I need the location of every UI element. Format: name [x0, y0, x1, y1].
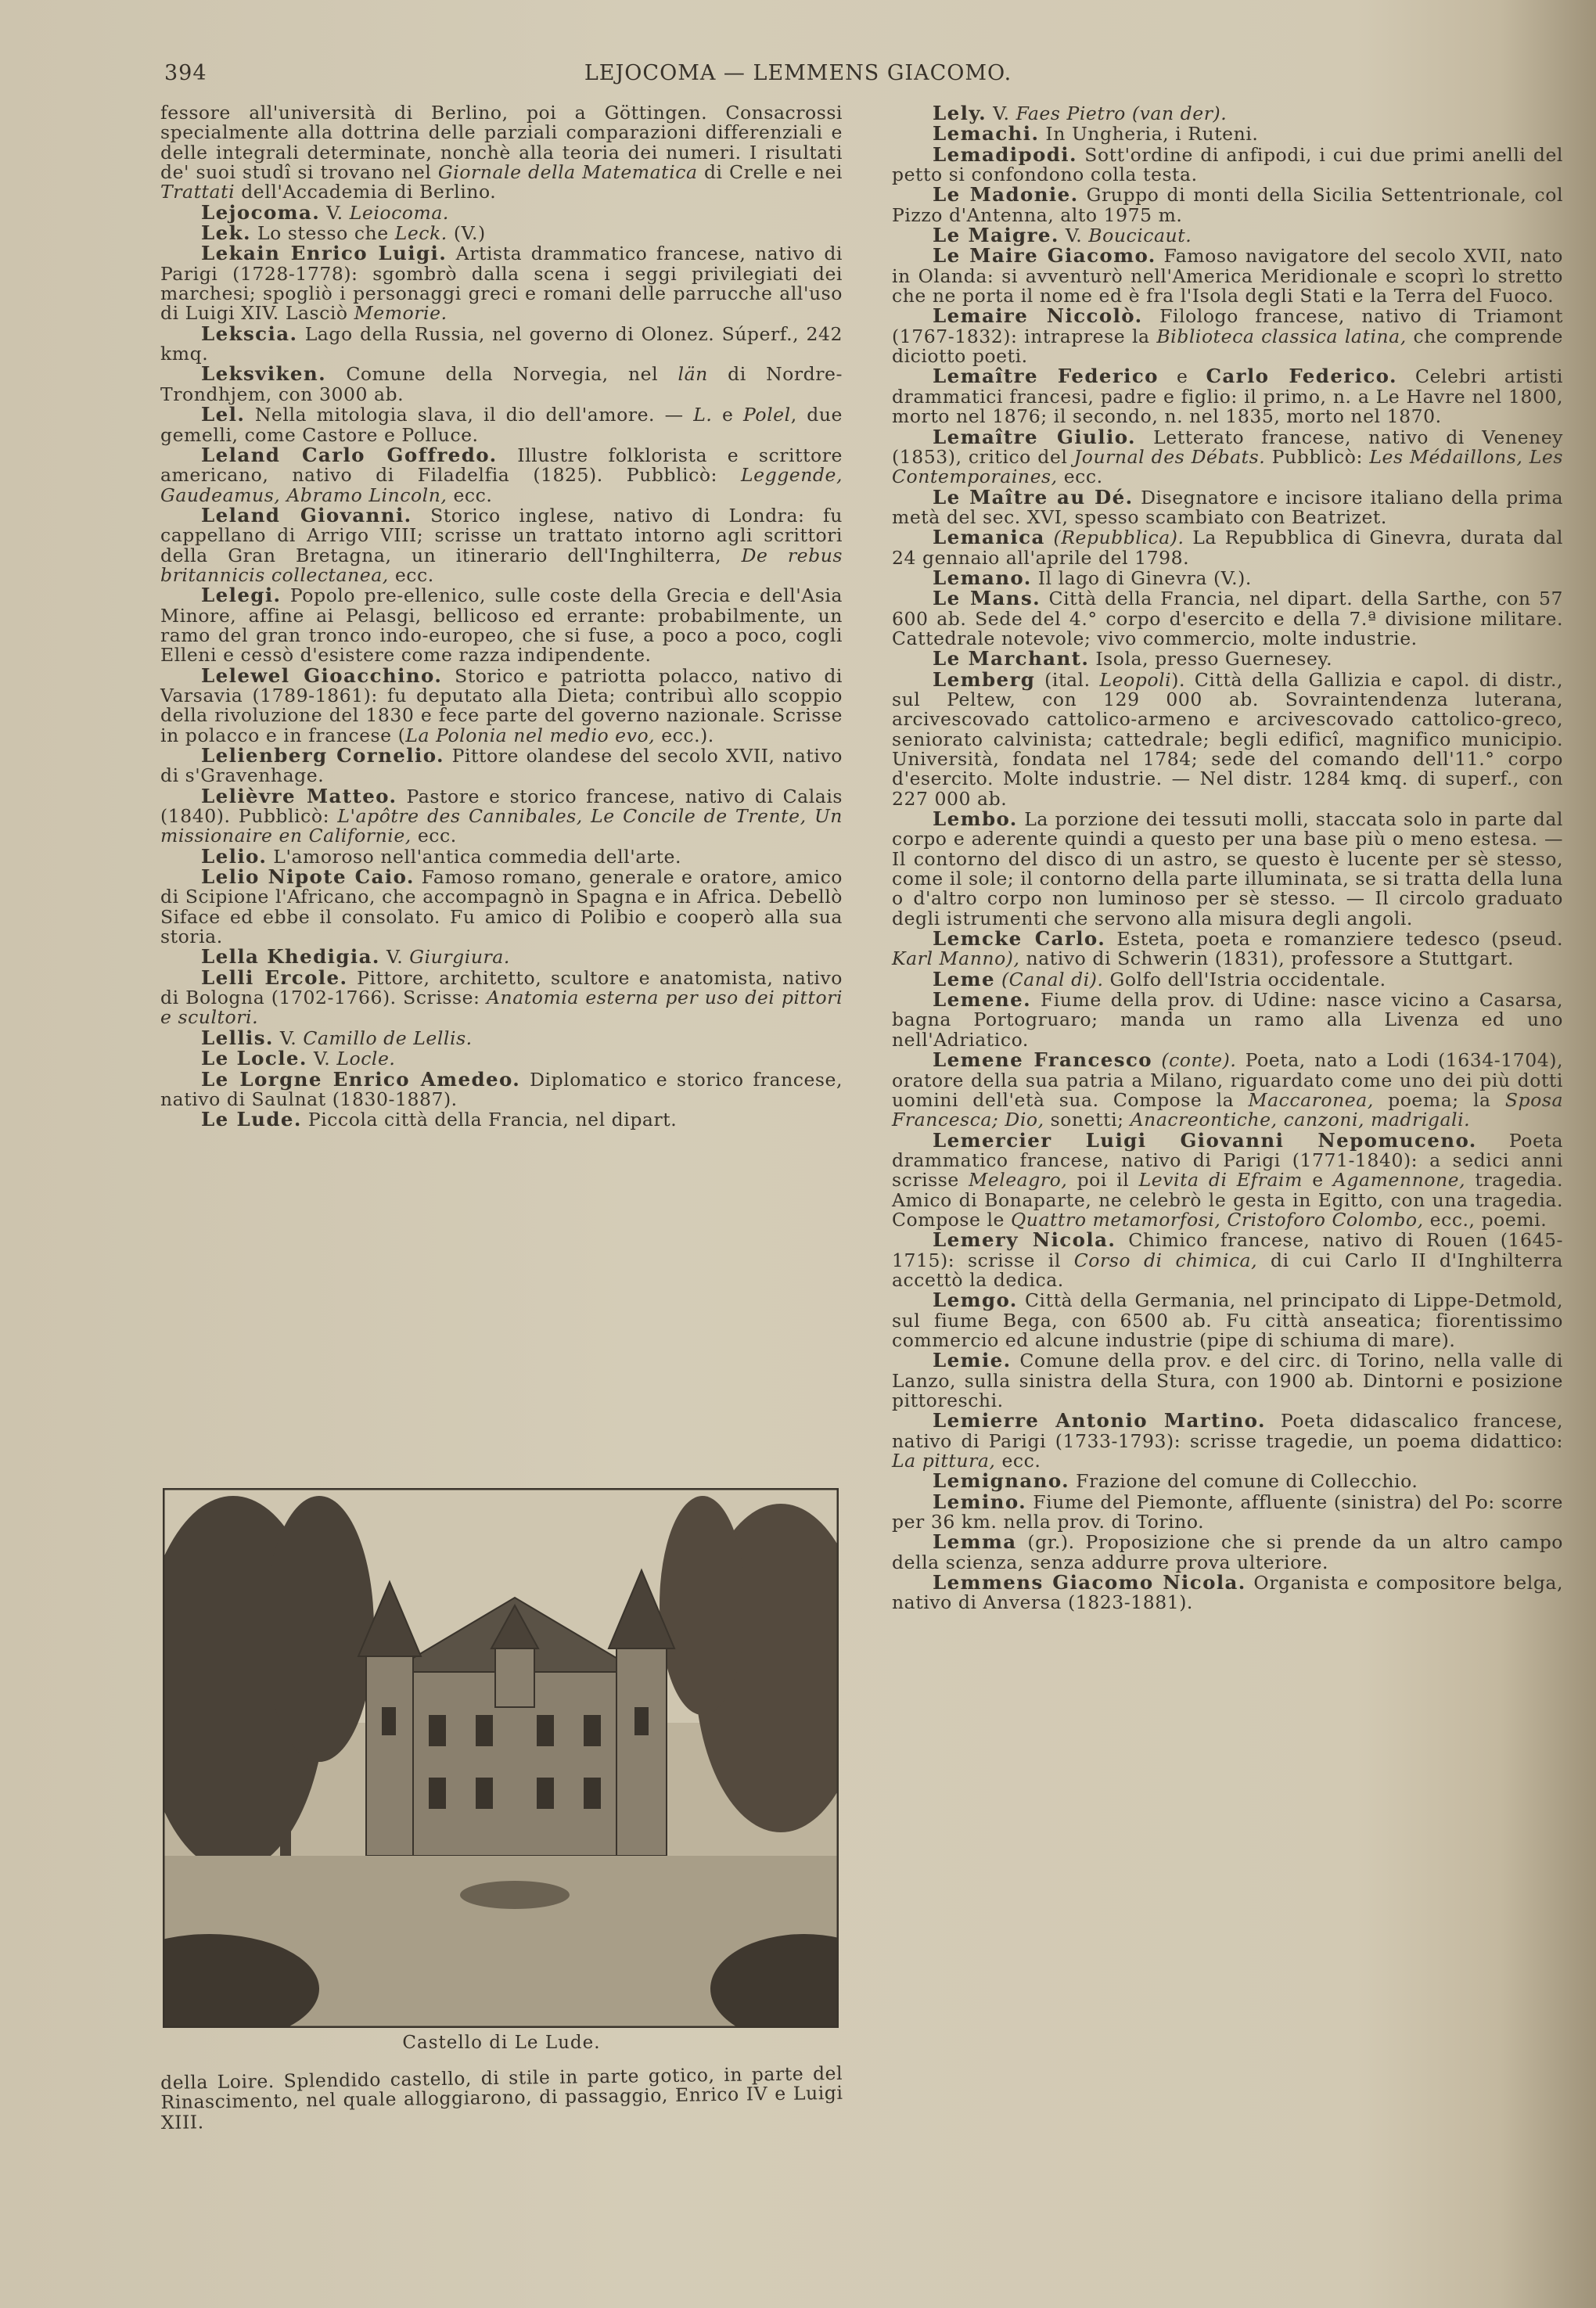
entry-italic-text: Camillo de Lellis. — [303, 1026, 473, 1049]
dictionary-entry — [892, 1492, 1563, 1533]
dictionary-entry — [892, 1050, 1563, 1130]
entry-italic-text: Les Médaillons, Les Contemporaines, — [892, 445, 1563, 488]
entry-text: L'amoroso nell'antica commedia dell'arte. — [267, 845, 682, 868]
entry-text: Pubblicò: — [1265, 445, 1370, 468]
dictionary-entry — [160, 404, 843, 445]
entry-text: e — [712, 404, 743, 426]
entry-italic-text: La Polonia nel medio evo, — [405, 724, 656, 746]
dictionary-entry — [160, 103, 843, 203]
entry-text: e — [1158, 365, 1206, 388]
entry-text: Comune della Norvegia, nel — [326, 363, 678, 386]
entry-text: Diplomatico e storico francese, nativo di Saulnat (1830-1887). — [160, 1068, 843, 1110]
entry-headword: Le Maire Giacomo. — [933, 244, 1156, 268]
entry-headword: Lemene. — [933, 988, 1032, 1012]
entry-headword: Leksviken. — [201, 362, 327, 386]
entry-italic-text: Leopoli — [1099, 668, 1172, 691]
entry-text: V. — [307, 1048, 337, 1070]
dictionary-entry — [160, 1109, 843, 1130]
entry-italic-text: Leggende, Gaudeamus, Abramo Lincoln, — [160, 464, 843, 506]
entry-headword: Lely. — [933, 102, 987, 124]
entry-italic-text: La pittura, — [892, 1450, 996, 1472]
entry-text: nativo di Schwerin (1831), professore a Stuttgart. — [1019, 947, 1515, 970]
dictionary-entry — [892, 809, 1563, 929]
dictionary-entry — [160, 786, 843, 847]
entry-headword: Lemaire Niccolò. — [933, 304, 1143, 328]
dictionary-entry — [160, 663, 843, 746]
entry-text: Fiume del Piemonte, affluente (sinistra) del Po: scorre per 36 km. nella prov. di Torino. — [892, 1490, 1563, 1533]
entry-italic-text: Quattro metamorfosi, Cristoforo Colombo, — [1010, 1208, 1424, 1231]
dictionary-entry — [160, 324, 843, 365]
entry-headword: Le Locle. — [201, 1047, 307, 1070]
entry-text: Golfo dell'Istria occidentale. — [1103, 968, 1386, 990]
dictionary-entry — [160, 585, 843, 665]
dictionary-entry — [892, 487, 1563, 528]
entry-italic-text: Karl Manno), — [892, 947, 1020, 970]
entry-text: Lo stesso che — [250, 222, 395, 245]
entry-text: di cui Carlo II d'Inghilterra accettò la dedica. — [892, 1249, 1563, 1291]
entry-italic-text: (Canal di). — [1001, 968, 1104, 990]
entry-text: Celebri artisti drammatici francesi, padre e figlio: il primo, n. a Le Havre nel 1800, morto nel 1876; il secondo, n. nel 1835, morto nel 1870. — [892, 365, 1563, 428]
entry-text — [995, 969, 1001, 990]
entry-text: Poeta drammatico francese, nativo di Parigi (1771-1840): a sedici anni scrisse — [892, 1129, 1563, 1192]
entry-headword: Lelio Nipote Caio. — [201, 865, 415, 889]
entry-headword: Lellis. — [201, 1026, 274, 1049]
dictionary-entry — [892, 588, 1563, 649]
entry-headword: Lemercier Luigi Giovanni Nepomuceno. — [933, 1128, 1477, 1152]
left-column-continuation — [160, 2064, 843, 2133]
entry-headword: Lemino. — [933, 1490, 1027, 1513]
entry-headword: Carlo Federico. — [1206, 365, 1397, 388]
entry-italic-text: Polel — [742, 404, 791, 426]
entry-headword: Lemignano. — [933, 1469, 1070, 1493]
entry-headword: Leme — [933, 967, 995, 990]
entry-headword: Lemano. — [933, 566, 1032, 589]
dictionary-entry — [892, 427, 1563, 487]
entry-text: Poeta didascalico francese, nativo di Parigi (1733-1793): scrisse tragedie, un poema didattico: — [892, 1410, 1563, 1452]
dictionary-entry — [892, 185, 1563, 225]
entry-italic-text: Anacreontiche, canzoni, madrigali. — [1130, 1109, 1471, 1131]
dictionary-entry — [160, 200, 843, 224]
entry-text: ecc.). — [655, 724, 714, 746]
entry-italic-text: L'apôtre des Cannibales, Le Concile de Trente, Un missionaire en Californie, — [160, 805, 843, 847]
dictionary-entry — [892, 527, 1563, 568]
figure-caption: Castello di Le Lude. — [402, 2033, 601, 2053]
entry-text: ecc. — [411, 825, 457, 847]
entry-headword: Lemaître Federico — [933, 365, 1159, 388]
entry-text: Artista drammatico francese, nativo di Parigi (1728-1778): sgombrò dalla scena i seggi privilegiati dei marchesi; spogliò i personaggi greci e romani delle parrucche all'uso di Luigi XIV. Lasciò — [160, 243, 843, 325]
dictionary-entry — [892, 929, 1563, 969]
entry-text: La porzione dei tessuti molli, staccata solo in parte dal corpo e aderente quindi a questo per una base più o meno estesa. — Il contorno del disco di un astro, se questo è lucente per sè stesso, come il sole; il contorno della parte illuminata, se si tratta della luna o d'altro corpo non luminoso per sè stesso. — Il circolo graduato degli istrumenti che servono alla misura degli angoli. — [892, 808, 1563, 929]
dictionary-entry — [160, 1067, 843, 1110]
page-number: 394 — [164, 61, 207, 85]
entry-text: Piccola città della Francia, nel dipart. — [301, 1109, 678, 1131]
dictionary-entry — [160, 1048, 843, 1069]
entry-text: poi il — [1067, 1169, 1139, 1192]
entry-italic-text: Biblioteca classica latina, — [1156, 325, 1407, 347]
entry-text: Città della Germania, nel principato di Lippe-Detmold, sul fiume Bega, con 6500 ab. Fu città anseatica; fiorentissimo commercio ed alcune industrie (pipe di schiuma di mare). — [892, 1289, 1563, 1351]
entry-text: ). Città della Gallizia e capol. di distr., sul Peltew, con 129 000 ab. Sovraintendenza luterana, arcivescovado cattolico-armeno e arcivescovado cattolico-greco, seniorato calvinista; cattedrale; begli edificî, magnifico municipio. Università, fondata nel 1784; sede del comando dell'11.° corpo d'esercito. Molte industrie. — Nel distr. 1284 kmq. di superf., con 227 000 ab. — [892, 668, 1563, 810]
entry-text: V. — [987, 102, 1016, 124]
entry-text: La Repubblica di Ginevra, durata dal 24 gennaio all'aprile del 1798. — [892, 527, 1563, 569]
entry-headword: Lemcke Carlo. — [933, 927, 1106, 951]
entry-headword: Lelewel Gioacchino. — [201, 663, 443, 687]
entry-italic-text: Corso di chimica, — [1073, 1249, 1258, 1271]
entry-text: ecc. — [447, 484, 493, 506]
entry-headword: Lemie. — [933, 1349, 1012, 1372]
entry-text: (ital. — [1035, 668, 1100, 691]
entry-text: Gruppo di monti della Sicilia Settentrionale, col Pizzo d'Antenna, alto 1975 m. — [892, 184, 1564, 226]
entry-text: Storico e patriotta polacco, nativo di Varsavia (1789-1861): fu deputato alla Dieta; contribuì allo scoppio della rivoluzione del 1830 e fece parte del governo nazionale. Scrisse in polacco e in francese ( — [160, 664, 843, 746]
entry-text: Esteta, poeta e romanziere tedesco (pseud. — [1105, 928, 1563, 951]
entry-headword: Lejocoma. — [201, 200, 321, 224]
entry-text: dell'Accademia di Berlino. — [235, 181, 497, 203]
entry-text: Comune della prov. e del circ. di Torino, nella valle di Lanzo, sulla sinistra della Stura, con 1900 ab. Dintorni e posizione pittoreschi. — [892, 1350, 1563, 1411]
entry-italic-text: Memorie. — [354, 302, 448, 325]
entry-text: Sott'ordine di anfipodi, i cui due primi anelli del petto si confondono colla testa. — [892, 143, 1563, 186]
dictionary-entry — [892, 1532, 1563, 1573]
entry-headword: Lelio. — [201, 844, 268, 868]
entry-italic-text: län — [678, 363, 708, 386]
right-column — [892, 103, 1563, 1613]
dictionary-entry — [160, 223, 843, 243]
dictionary-entry — [160, 505, 843, 585]
dictionary-entry — [892, 1411, 1563, 1471]
dictionary-entry — [160, 1028, 843, 1048]
entry-text: Isola, presso Guernesey. — [1089, 648, 1333, 670]
dictionary-entry — [892, 568, 1563, 588]
entry-headword: Lelegi. — [201, 584, 282, 607]
entry-text: sonetti; — [1044, 1109, 1130, 1131]
castle-illustration — [163, 1488, 839, 2028]
dictionary-entry — [160, 844, 843, 868]
entry-headword: Le Maître au Dé. — [933, 485, 1134, 509]
entry-text: di Crelle e nei — [697, 161, 843, 184]
entry-headword: Leland Carlo Goffredo. — [201, 443, 498, 466]
entry-text: Organista e compositore belga, nativo di Anversa (1823-1881). — [892, 1572, 1563, 1614]
entry-text: V. — [379, 946, 410, 969]
entry-headword: Lembo. — [933, 807, 1018, 831]
entry-headword: Lemene Francesco — [933, 1048, 1153, 1072]
entry-headword: Lemma — [933, 1530, 1017, 1554]
entry-text: Città della Francia, nel dipart. della Sarthe, con 57 600 ab. Sede del 4.° corpo d'esercito e della 7.ª divisione militare. Cattedrale notevole; vivo commercio, molte industrie. — [892, 588, 1563, 649]
dictionary-entry — [892, 1573, 1563, 1613]
entry-text: Storico inglese, nativo di Londra: fu cappellano di Arrigo VIII; scrisse un trattato intorno agli scrittori della Gran Bretagna, un itinerario dell'Inghilterra, — [160, 504, 843, 566]
dictionary-entry — [892, 142, 1563, 186]
entry-italic-text: Locle. — [336, 1048, 396, 1070]
entry-headword: Lemachi. — [933, 122, 1040, 146]
entry-text: Famoso navigatore del secolo XVII, nato in Olanda: si avventurò nell'America Meridionale e scoprì lo stretto che ne porta il nome ed è fra l'Isola degli Stati e la Terra del Fuoco. — [892, 245, 1563, 307]
entry-text: Illustre folklorista e scrittore americano, nativo di Filadelfia (1825). Pubblicò: — [160, 444, 843, 487]
entry-headword: Lelièvre Matteo. — [201, 784, 397, 807]
dictionary-entry — [160, 243, 843, 323]
entry-headword: Le Lorgne Enrico Amedeo. — [201, 1067, 521, 1091]
entry-text: Il lago di Ginevra (V.). — [1031, 566, 1252, 589]
entry-headword: Lemery Nicola. — [933, 1228, 1116, 1252]
dictionary-entry — [160, 867, 843, 947]
entry-text: Fiume della prov. di Udine: nasce vicino a Casarsa, bagna Portogruaro; manda un ramo alla Livenza ed uno nell'Adriatico. — [892, 989, 1563, 1051]
dictionary-entry — [892, 366, 1563, 426]
entry-text: Popolo pre-ellenico, sulle coste della Grecia e dell'Asia Minore, affine ai Pelasgi, bellicoso ed errante: probabilmente, un ramo del gran tronco indo-europeo, che si fuse, a poco a poco, cogli Elleni e cessò d'esistere come razza indipendente. — [160, 584, 843, 667]
dictionary-entry — [892, 990, 1563, 1050]
dictionary-entry — [892, 1128, 1563, 1231]
dictionary-entry — [892, 667, 1563, 810]
entry-headword: Lemmens Giacomo Nicola. — [933, 1571, 1246, 1594]
entry-italic-text: Anatomia esterna per uso dei pittori e scultori. — [160, 987, 843, 1029]
entry-text: Nella mitologia slava, il dio dell'amore. — — [245, 404, 694, 426]
dictionary-entry — [160, 364, 843, 404]
entry-text: della Loire. Splendido castello, di stile in parte gotico, in parte del Rinascimento, nel quale alloggiarono, di passaggio, Enrico IV e Luigi XIII. — [160, 2062, 843, 2134]
entry-text: Poeta, nato a Lodi (1634-1704), oratore della sua patria a Milano, riguardato come uno dei più dotti uomini dell'età sua. Compose la — [892, 1049, 1563, 1111]
entry-headword: Lemierre Antonio Martino. — [933, 1409, 1266, 1433]
entry-italic-text: (Repubblica). — [1053, 527, 1184, 549]
entry-italic-text: L. — [693, 404, 713, 426]
dictionary-entry — [892, 1350, 1563, 1411]
entry-text: In Ungheria, i Ruteni. — [1039, 123, 1259, 146]
entry-headword: Lemaître Giulio. — [933, 425, 1136, 448]
entry-headword: Le Maigre. — [933, 224, 1059, 247]
entry-italic-text: Faes Pietro (van der). — [1015, 102, 1228, 124]
dictionary-entry — [892, 124, 1563, 144]
dictionary-entry — [892, 1471, 1563, 1491]
entry-text: , due gemelli, come Castore e Polluce. — [160, 404, 843, 446]
entry-italic-text: (conte). — [1161, 1049, 1237, 1072]
entry-text: V. — [320, 201, 350, 224]
entry-text: Famoso romano, generale e oratore, amico di Scipione l'Africano, che accompagnò in Spagna e in Africa. Debellò Siface ed ebbe il consolato. Fu amico di Polibio e cooperò alla sua storia. — [160, 866, 843, 948]
entry-headword: Le Marchant. — [933, 647, 1090, 670]
dictionary-entry — [160, 965, 843, 1029]
fountain — [460, 1881, 570, 1909]
left-column — [160, 103, 843, 1131]
dictionary-entry — [892, 306, 1563, 366]
entry-text: ecc. — [995, 1450, 1041, 1472]
entry-headword: Lemberg — [933, 667, 1036, 691]
entry-italic-text: Boucicaut. — [1088, 225, 1192, 247]
entry-italic-text: Leck. — [394, 222, 448, 245]
entry-text: ecc. — [388, 563, 434, 586]
entry-text — [1152, 1049, 1161, 1071]
entry-text: Frazione del comune di Collecchio. — [1069, 1470, 1418, 1493]
dictionary-entry — [892, 1230, 1563, 1290]
entry-italic-text: Giurgiura. — [409, 946, 510, 969]
entry-text: tragedia. Amico di Bonaparte, ne celebrò le gesta in Egitto, con una tragedia. Compose le — [892, 1169, 1563, 1231]
entry-headword: Lel. — [201, 403, 246, 426]
entry-italic-text: De rebus britannicis collectanea, — [160, 544, 843, 586]
dictionary-entry — [892, 246, 1563, 306]
entry-headword: Lemadipodi. — [933, 142, 1077, 166]
entry-text: Pittore olandese del secolo XVII, nativo di s'Gravenhage. — [160, 745, 843, 787]
entry-text: poema; la — [1373, 1088, 1505, 1111]
entry-italic-text: Meleagro, — [969, 1169, 1068, 1192]
dictionary-entry — [160, 2064, 843, 2133]
entry-headword: Le Madonie. — [933, 183, 1079, 207]
entry-text: Chimico francese, nativo di Rouen (1645-1715): scrisse il — [892, 1229, 1563, 1271]
entry-text: ecc., poemi. — [1423, 1208, 1547, 1231]
dictionary-entry — [160, 445, 843, 505]
dictionary-entry — [160, 746, 843, 786]
dictionary-entry — [892, 969, 1563, 990]
entry-headword: Lekain Enrico Luigi. — [201, 242, 448, 265]
entry-headword: Lek. — [201, 221, 251, 245]
dictionary-entry — [892, 649, 1563, 669]
entry-text: Pastore e storico francese, nativo di Calais (1840). Pubblicò: — [160, 785, 843, 828]
entry-headword: Lella Khedigia. — [201, 945, 380, 969]
entry-italic-text: Agamennone, — [1332, 1169, 1466, 1192]
entry-italic-text: Sposa Francesca; Dio, — [892, 1088, 1564, 1131]
entry-text: Letterato francese, nativo di Veneney (1853), critico del — [892, 426, 1563, 468]
entry-text: ecc. — [1057, 466, 1103, 488]
entry-text: (gr.). Proposizione che si prende da un altro campo della scienza, senza addurre prova ulteriore. — [892, 1531, 1563, 1573]
entry-italic-text: Journal des Débats. — [1073, 445, 1266, 468]
entry-headword: Lemanica — [933, 526, 1045, 549]
entry-text: V. — [1059, 225, 1089, 247]
entry-headword: Lekscia. — [201, 322, 298, 345]
entry-headword: Lelli Ercole. — [201, 965, 348, 989]
entry-text: Pittore, architetto, scultore e anatomista, nativo di Bologna (1702-1766). Scrisse: — [160, 966, 843, 1009]
entry-text: e — [1302, 1169, 1333, 1192]
entry-text: (V.) — [447, 222, 486, 245]
dictionary-entry — [892, 1290, 1563, 1350]
entry-text: fessore all'università di Berlino, poi a Göttingen. Consacrossi specialmente alla dottrina delle parziali comparazioni differenziali e delle integrali determinate, nonchè alla teoria dei numeri. I risultati de' suoi studî si trovano nel — [160, 102, 843, 184]
entry-italic-text: Trattati — [160, 181, 235, 203]
entry-headword: Le Lude. — [201, 1108, 302, 1131]
entry-italic-text: Leiocoma. — [349, 201, 449, 224]
entry-headword: Le Mans. — [933, 587, 1041, 610]
entry-italic-text: Maccaronea, — [1248, 1088, 1374, 1111]
dictionary-entry — [892, 225, 1563, 246]
dictionary-entry — [892, 103, 1563, 124]
entry-italic-text: Giornale della Matematica — [437, 161, 698, 184]
entry-text: V. — [273, 1026, 304, 1049]
entry-text: Filologo francese, nativo di Triamont (1767-1832): intraprese la — [892, 305, 1563, 347]
entry-text: Disegnatore e incisore italiano della prima metà del sec. XVI, spesso scambiato con Beatrizet. — [892, 486, 1564, 528]
entry-headword: Lemgo. — [933, 1289, 1018, 1312]
running-head: LEJOCOMA — LEMMENS GIACOMO. — [584, 61, 1012, 85]
entry-text: che comprende diciotto poeti. — [892, 325, 1563, 368]
entry-italic-text: Levita di Efraim — [1138, 1169, 1303, 1192]
dictionary-entry — [160, 947, 843, 967]
entry-headword: Leland Giovanni. — [201, 503, 412, 527]
entry-text: di Nordre-Trondhjem, con 3000 ab. — [160, 363, 843, 405]
entry-headword: Lelienberg Cornelio. — [201, 744, 444, 767]
entry-text: Lago della Russia, nel governo di Olonez. Súperf., 242 kmq. — [160, 322, 843, 365]
entry-text — [1045, 527, 1054, 548]
